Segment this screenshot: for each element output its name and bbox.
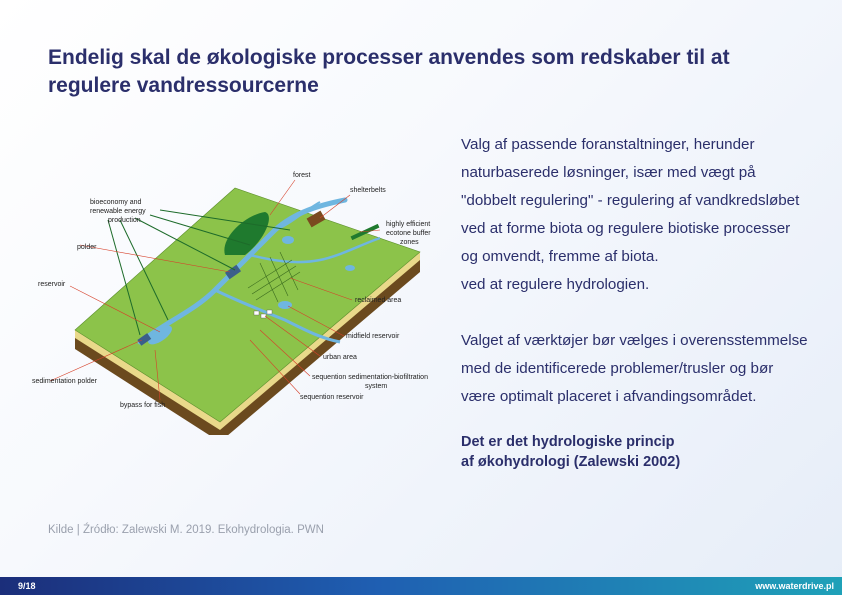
body-line: "dobbelt regulering" - regulering af vandkredsløbet [461, 192, 800, 209]
label-forest: forest [293, 172, 311, 179]
body-line: være optimalt placeret i afvandingsområdet. [461, 388, 757, 405]
label-ecotone-3: zones [400, 239, 419, 246]
label-bioeconomy-1: bioeconomy and [90, 199, 142, 206]
label-polder: polder [77, 244, 97, 251]
body-line: ved at regulere hydrologien. [461, 276, 650, 293]
body-line: med de identificerede problemer/trusler og bør [461, 360, 774, 377]
label-sequential-reservoir: sequention reservoir [300, 394, 364, 401]
label-bioeconomy-3: production [108, 217, 141, 224]
diagram-reservoir [282, 236, 294, 244]
ecohydrology-diagram [20, 160, 440, 435]
label-sequential-sed-1: sequention sedimentation-biofiltration [312, 374, 428, 381]
label-bypass-for-fish: bypass for fish [120, 402, 166, 409]
diagram-midfield-reservoir [278, 301, 292, 309]
body-line: Valget af værktøjer bør vælges i overensstemmelse [461, 332, 808, 349]
diagram-reservoir [345, 265, 355, 271]
label-urban-area: urban area [323, 354, 357, 361]
label-sedimentation-polder: sedimentation polder [32, 378, 97, 385]
body-line: og omvendt, fremme af biota. [461, 248, 659, 265]
body-line: ved at forme biota og regulere biotiske processer [461, 220, 791, 237]
conclusion-line: af økohydrologi (Zalewski 2002) [461, 454, 681, 470]
label-shelterbelts: shelterbelts [350, 187, 386, 194]
label-sequential-sed-2: system [365, 383, 388, 390]
source-citation: Kilde | Źródło: Zalewski M. 2019. Ekohydrologia. PWN [48, 524, 324, 536]
page-number: 9/18 [18, 581, 36, 591]
label-reclaimed-area: reclaimed area [355, 297, 402, 304]
footer-bar [0, 577, 842, 595]
page-title: Endelig skal de økologiske processer anvendes som redskaber til at regulere vandressourcerne [48, 46, 730, 97]
body-line: Valg af passende foranstaltninger, herunder [461, 136, 755, 153]
website-link[interactable]: www.waterdrive.pl [755, 581, 834, 591]
label-reservoir: reservoir [38, 281, 66, 288]
body-line: naturbaserede løsninger, især med vægt på [461, 164, 756, 181]
label-midfield-reservoir: midfield reservoir [346, 333, 400, 340]
conclusion-line: Det er det hydrologiske princip [461, 434, 675, 450]
paragraph-gap [461, 299, 831, 327]
conclusion-text [461, 432, 821, 472]
label-bioeconomy-2: renewable energy [90, 208, 146, 215]
label-ecotone-2: ecotone buffer [386, 230, 431, 237]
label-ecotone-1: highly efficient [386, 221, 431, 228]
body-text [461, 131, 831, 411]
